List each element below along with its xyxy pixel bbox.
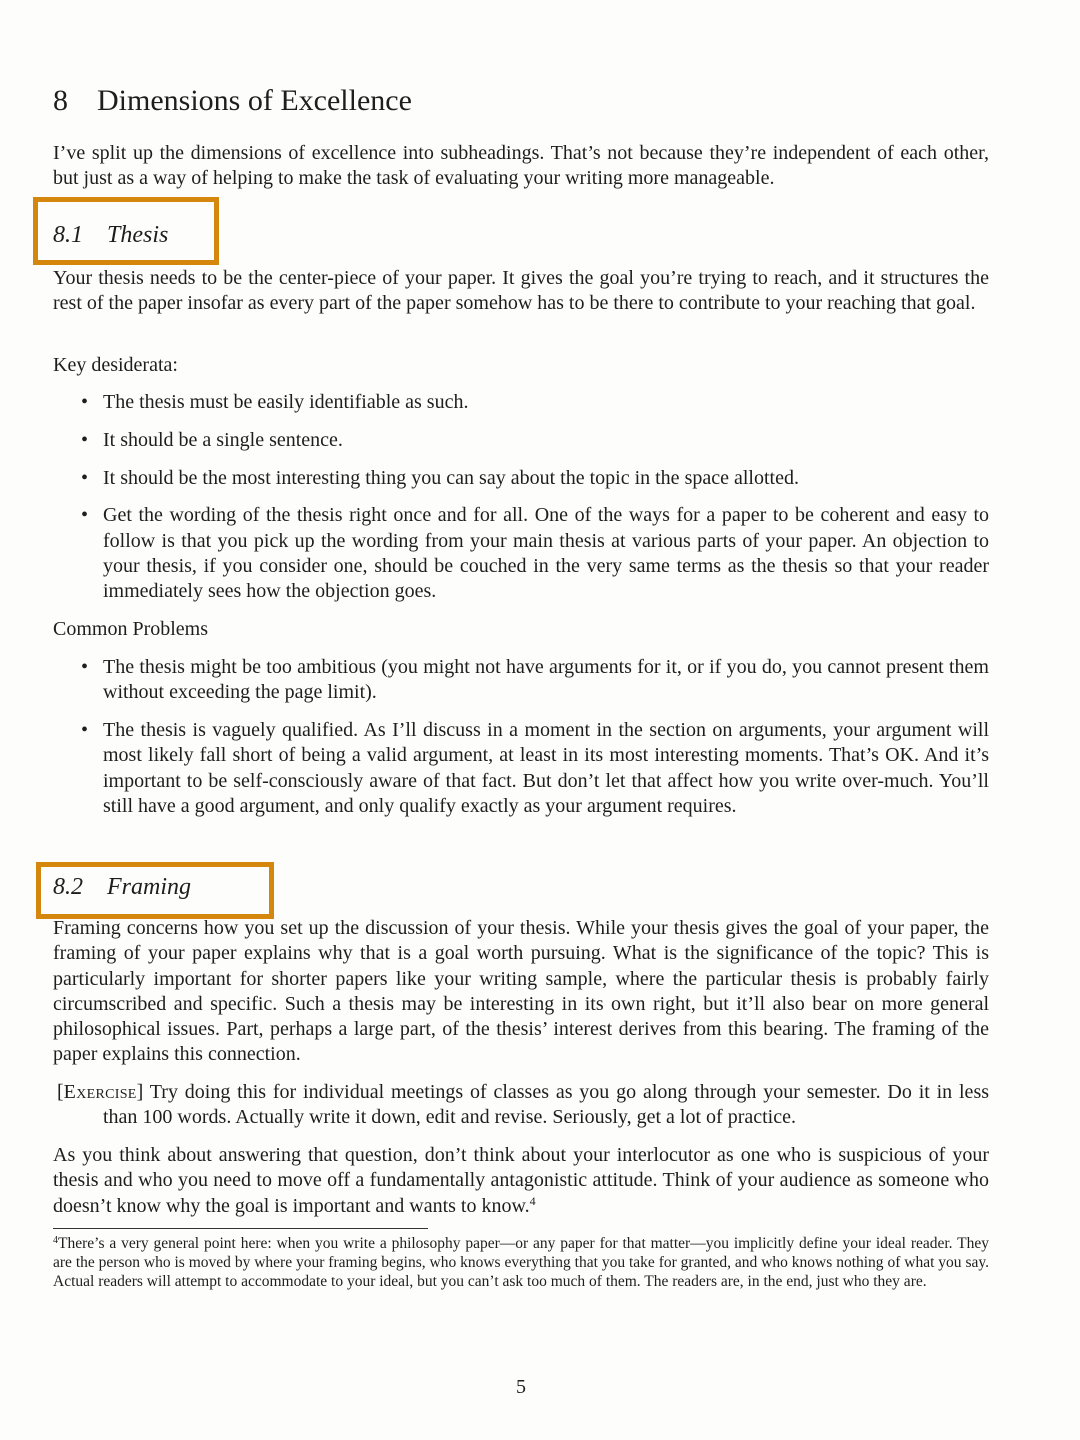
exercise-bracket-close: ] [136, 1081, 144, 1103]
key-desiderata-heading: Key desiderata: [53, 354, 178, 376]
subsection-number: 8.1 [53, 222, 83, 248]
exercise-paragraph [53, 1080, 989, 1131]
common-problems-list [53, 655, 989, 819]
list-item: • It should be a single sentence. [53, 428, 989, 453]
list-item: • The thesis must be easily identifiable as such. [53, 390, 989, 415]
footnote-mark: 4 [53, 1235, 58, 1246]
subsection-title: Framing [107, 874, 191, 900]
section-number: 8 [53, 84, 68, 117]
footnote-rule [53, 1228, 428, 1229]
subsection-number: 8.2 [53, 874, 83, 900]
thesis-paragraph: Your thesis needs to be the center-piece of your paper. It gives the goal you’re trying to reach, and it structures the rest of the paper insofar as every part of the paper somehow has to be there to contribute to your reaching that goal. [53, 267, 989, 315]
exercise-label: Exercise [63, 1081, 137, 1103]
intro-paragraph: I’ve split up the dimensions of excellence into subheadings. That’s not because they’re independent of each other, but just as a way of helping to make the task of evaluating your writing more manageable. [53, 142, 989, 190]
closing-text: As you think about answering that question, don’t think about your interlocutor as one who is suspicious of your thesis and who you need to move off a fundamentally antagonistic attitude. Think of your audience as someone who doesn’t know why the goal is important and wants to know. [53, 1144, 989, 1217]
section-heading [53, 84, 412, 118]
list-item: • The thesis is vaguely qualified. As I’ll discuss in a moment in the section on arguments, your argument will most likely fall short of being a valid argument, at least in its most interesting moments. That’s OK. And it’s important to be self-consciously aware of that fact. But don’t let that affect how you write over-much. You’ll still have a good argument, and only qualify exactly as your argument requires. [53, 718, 989, 819]
closing-paragraph [53, 1143, 989, 1219]
subsection-title: Thesis [107, 222, 169, 248]
list-item: • Get the wording of the thesis right once and for all. One of the ways for a paper to be coherent and easy to follow is that you pick up the wording from your main thesis at various parts of your paper. An objection to your thesis, if you consider one, should be couched in the very same terms as the thesis so that your reader immediately sees how the objection goes. [53, 503, 989, 604]
list-item: • The thesis might be too ambitious (you might not have arguments for it, or if you do, you cannot present them without exceeding the page limit). [53, 655, 989, 706]
section-title: Dimensions of Excellence [97, 84, 412, 117]
subsection-heading-thesis [53, 222, 168, 249]
exercise-text: Try doing this for individual meetings of classes as you go along through your semester. Do it in less than 100 words. Actually write it down, edit and revise. Seriously, get a lot of practice. [103, 1081, 990, 1129]
key-desiderata-list [53, 390, 989, 605]
page-number: 5 [516, 1376, 526, 1398]
framing-paragraph: Framing concerns how you set up the discussion of your thesis. While your thesis gives the goal of your paper, the framing of your paper explains why that is a goal worth pursuing. What is the significance of the topic? This is particularly important for shorter papers like your writing sample, where the particular thesis is probably fairly circumscribed and specific. Such a thesis may be interesting in its own right, but it’ll also bear on more general philosophical issues. Part, perhaps a large part, of the thesis’ interest derives from this bearing. The framing of the paper explains this connection. [53, 917, 989, 1066]
footnote [53, 1234, 989, 1292]
list-item: • It should be the most interesting thing you can say about the topic in the space allotted. [53, 466, 989, 491]
subsection-heading-framing [53, 874, 191, 901]
footnote-text: There’s a very general point here: when you write a philosophy paper—or any paper for that matter—you implicitly define your ideal reader. They are the person who is moved by where your framing begins, who knows everything that you take for granted, and who knows nothing of what you say. Actual readers will attempt to accommodate to your ideal, but you can’t ask too much of them. The readers are, in the end, just who they are. [53, 1235, 989, 1291]
exercise-bracket-open: [ [57, 1081, 64, 1103]
common-problems-heading: Common Problems [53, 618, 209, 640]
footnote-reference[interactable]: 4 [529, 1193, 536, 1208]
